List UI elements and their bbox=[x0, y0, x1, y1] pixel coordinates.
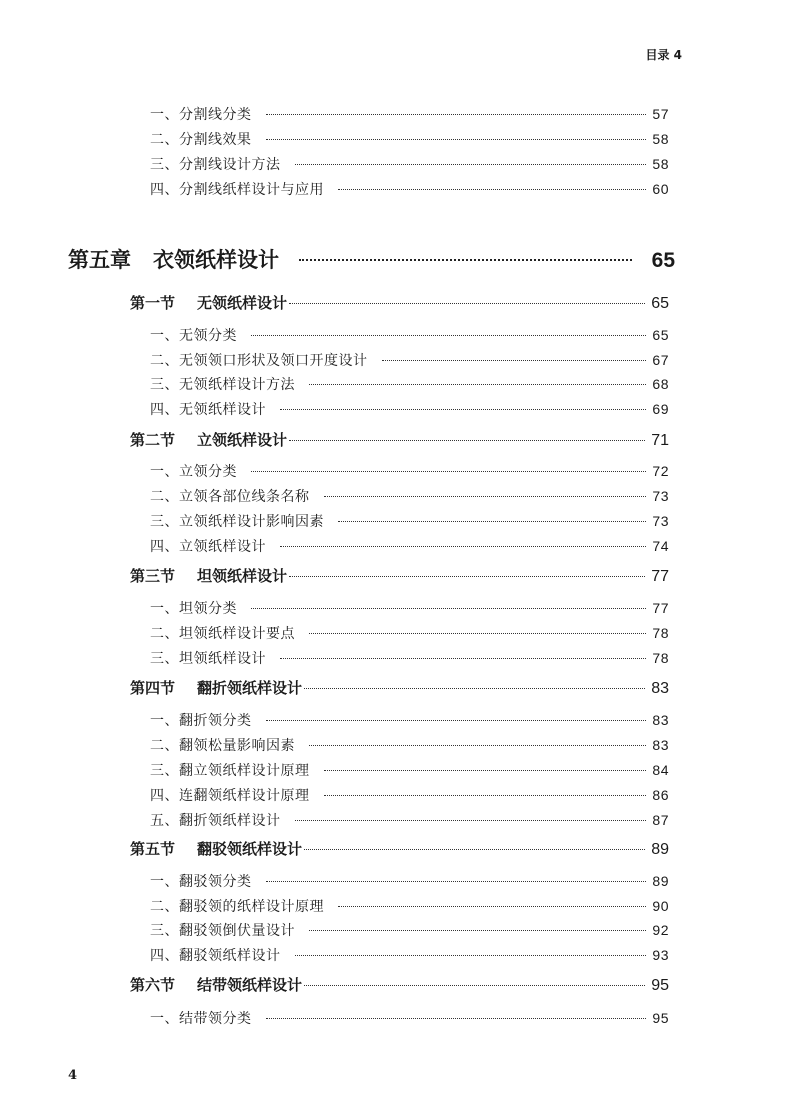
toc-item-page: 78 bbox=[652, 650, 669, 666]
dot-leader bbox=[289, 303, 645, 304]
dot-leader bbox=[338, 906, 646, 907]
dot-leader bbox=[266, 114, 647, 115]
toc-item[interactable] bbox=[150, 486, 669, 506]
toc-item[interactable] bbox=[150, 760, 669, 780]
toc-item[interactable] bbox=[150, 710, 669, 730]
section-number: 第二节 bbox=[130, 431, 176, 449]
toc-item-label: 二、翻驳领的纸样设计原理 bbox=[150, 899, 324, 915]
dot-leader bbox=[266, 720, 647, 721]
toc-item-page: 68 bbox=[652, 376, 669, 392]
toc-item-page: 83 bbox=[652, 712, 669, 728]
toc-item-label: 四、翻驳领纸样设计 bbox=[150, 948, 281, 964]
dot-leader bbox=[251, 335, 646, 336]
dot-leader bbox=[382, 360, 647, 361]
toc-item-page: 93 bbox=[652, 947, 669, 963]
toc-item-page: 57 bbox=[652, 106, 669, 122]
toc-item[interactable] bbox=[150, 1008, 669, 1028]
toc-item-page: 86 bbox=[652, 787, 669, 803]
section-title: 翻驳领纸样设计 bbox=[197, 840, 303, 858]
toc-item-page: 92 bbox=[652, 922, 669, 938]
toc-item[interactable] bbox=[150, 179, 669, 199]
toc-item-label: 四、连翻领纸样设计原理 bbox=[150, 788, 310, 804]
dot-leader bbox=[266, 881, 647, 882]
toc-item-label: 三、翻立领纸样设计原理 bbox=[150, 763, 310, 779]
dot-leader bbox=[251, 471, 646, 472]
chapter-number: 第五章 bbox=[68, 247, 131, 272]
dot-leader bbox=[280, 409, 646, 410]
toc-section[interactable] bbox=[130, 677, 669, 698]
toc-item[interactable] bbox=[150, 350, 669, 370]
page-number: 4 bbox=[68, 1068, 78, 1083]
section-page: 77 bbox=[651, 568, 669, 585]
toc-item-page: 58 bbox=[652, 156, 669, 172]
section-title: 翻折领纸样设计 bbox=[197, 679, 303, 697]
toc-item-page: 95 bbox=[652, 1010, 669, 1026]
toc-item-label: 一、无领分类 bbox=[150, 328, 237, 344]
toc-item[interactable] bbox=[150, 785, 669, 805]
toc-item[interactable] bbox=[150, 374, 669, 394]
toc-section[interactable] bbox=[130, 974, 669, 995]
section-title: 立领纸样设计 bbox=[197, 431, 288, 449]
toc-item-label: 五、翻折领纸样设计 bbox=[150, 813, 281, 829]
section-number: 第一节 bbox=[130, 294, 176, 312]
section-title: 坦领纸样设计 bbox=[197, 567, 288, 585]
dot-leader bbox=[309, 745, 646, 746]
dot-leader bbox=[289, 440, 645, 441]
toc-item-page: 89 bbox=[652, 873, 669, 889]
dot-leader bbox=[304, 688, 645, 689]
toc-section[interactable] bbox=[130, 429, 669, 450]
toc-item-label: 四、立领纸样设计 bbox=[150, 539, 266, 555]
running-header: 目录 4 bbox=[645, 48, 682, 62]
toc-item[interactable] bbox=[150, 871, 669, 891]
toc-item-label: 四、无领纸样设计 bbox=[150, 402, 266, 418]
toc-item-label: 一、翻驳领分类 bbox=[150, 874, 252, 890]
dot-leader bbox=[338, 521, 646, 522]
toc-chapter[interactable] bbox=[68, 244, 675, 274]
toc-item-page: 73 bbox=[652, 488, 669, 504]
toc-item-label: 三、翻驳领倒伏量设计 bbox=[150, 923, 295, 939]
dot-leader bbox=[324, 770, 647, 771]
toc-item-page: 58 bbox=[652, 131, 669, 147]
dot-leader bbox=[304, 849, 645, 850]
toc-item-label: 二、坦领纸样设计要点 bbox=[150, 626, 295, 642]
toc-item-label: 二、立领各部位线条名称 bbox=[150, 489, 310, 505]
toc-item-label: 三、分割线设计方法 bbox=[150, 157, 281, 173]
toc-item-label: 二、分割线效果 bbox=[150, 132, 252, 148]
toc-item-page: 84 bbox=[652, 762, 669, 778]
dot-leader bbox=[324, 795, 647, 796]
toc-item-page: 78 bbox=[652, 625, 669, 641]
toc-item-label: 一、翻折领分类 bbox=[150, 713, 252, 729]
dot-leader bbox=[309, 633, 646, 634]
toc-item-page: 73 bbox=[652, 513, 669, 529]
section-number: 第六节 bbox=[130, 976, 176, 994]
toc-item[interactable] bbox=[150, 129, 669, 149]
section-title: 结带领纸样设计 bbox=[197, 976, 303, 994]
chapter-title: 衣领纸样设计 bbox=[153, 247, 279, 272]
toc-item-page: 90 bbox=[652, 898, 669, 914]
chapter-page: 65 bbox=[651, 249, 675, 272]
toc-section[interactable] bbox=[130, 292, 669, 313]
toc-item-label: 四、分割线纸样设计与应用 bbox=[150, 182, 324, 198]
toc-item-page: 60 bbox=[652, 181, 669, 197]
toc-item-page: 77 bbox=[652, 600, 669, 616]
dot-leader bbox=[309, 384, 646, 385]
toc-item-page: 74 bbox=[652, 538, 669, 554]
section-number: 第五节 bbox=[130, 840, 176, 858]
toc-item-page: 83 bbox=[652, 737, 669, 753]
toc-item[interactable] bbox=[150, 511, 669, 531]
toc-item[interactable] bbox=[150, 623, 669, 643]
toc-item[interactable] bbox=[150, 598, 669, 618]
toc-item[interactable] bbox=[150, 735, 669, 755]
toc-item-page: 65 bbox=[652, 327, 669, 343]
toc-item[interactable] bbox=[150, 536, 669, 556]
toc-item[interactable] bbox=[150, 461, 669, 481]
toc-section[interactable] bbox=[130, 565, 669, 586]
toc-item-page: 87 bbox=[652, 812, 669, 828]
section-title: 无领纸样设计 bbox=[197, 294, 288, 312]
section-page: 65 bbox=[651, 295, 669, 312]
dot-leader bbox=[299, 259, 632, 261]
toc-item-label: 三、无领纸样设计方法 bbox=[150, 377, 295, 393]
toc-item[interactable] bbox=[150, 399, 669, 419]
dot-leader bbox=[309, 930, 646, 931]
section-page: 89 bbox=[651, 841, 669, 858]
dot-leader bbox=[295, 164, 647, 165]
toc-item[interactable] bbox=[150, 920, 669, 940]
toc-item-label: 三、立领纸样设计影响因素 bbox=[150, 514, 324, 530]
dot-leader bbox=[280, 658, 646, 659]
toc-item-label: 二、翻领松量影响因素 bbox=[150, 738, 295, 754]
toc-item[interactable] bbox=[150, 104, 669, 124]
toc-item-label: 一、结带领分类 bbox=[150, 1011, 252, 1027]
toc-item-page: 69 bbox=[652, 401, 669, 417]
section-page: 83 bbox=[651, 680, 669, 697]
toc-item-label: 二、无领领口形状及领口开度设计 bbox=[150, 353, 368, 369]
toc-item[interactable] bbox=[150, 154, 669, 174]
toc-item-page: 72 bbox=[652, 463, 669, 479]
toc-item[interactable] bbox=[150, 896, 669, 916]
section-page: 95 bbox=[651, 977, 669, 994]
section-number: 第三节 bbox=[130, 567, 176, 585]
toc-item[interactable] bbox=[150, 945, 669, 965]
dot-leader bbox=[289, 576, 645, 577]
dot-leader bbox=[295, 955, 647, 956]
dot-leader bbox=[280, 546, 646, 547]
toc-item[interactable] bbox=[150, 810, 669, 830]
toc-item[interactable] bbox=[150, 325, 669, 345]
toc-item-page: 67 bbox=[652, 352, 669, 368]
toc-item-label: 一、分割线分类 bbox=[150, 107, 252, 123]
toc-item[interactable] bbox=[150, 648, 669, 668]
section-page: 71 bbox=[651, 432, 669, 449]
toc-item-label: 三、坦领纸样设计 bbox=[150, 651, 266, 667]
dot-leader bbox=[324, 496, 647, 497]
dot-leader bbox=[338, 189, 646, 190]
dot-leader bbox=[251, 608, 646, 609]
toc-item-label: 一、立领分类 bbox=[150, 464, 237, 480]
section-number: 第四节 bbox=[130, 679, 176, 697]
toc-section[interactable] bbox=[130, 838, 669, 859]
dot-leader bbox=[266, 1018, 647, 1019]
dot-leader bbox=[266, 139, 647, 140]
dot-leader bbox=[295, 820, 647, 821]
dot-leader bbox=[304, 985, 645, 986]
toc-item-label: 一、坦领分类 bbox=[150, 601, 237, 617]
